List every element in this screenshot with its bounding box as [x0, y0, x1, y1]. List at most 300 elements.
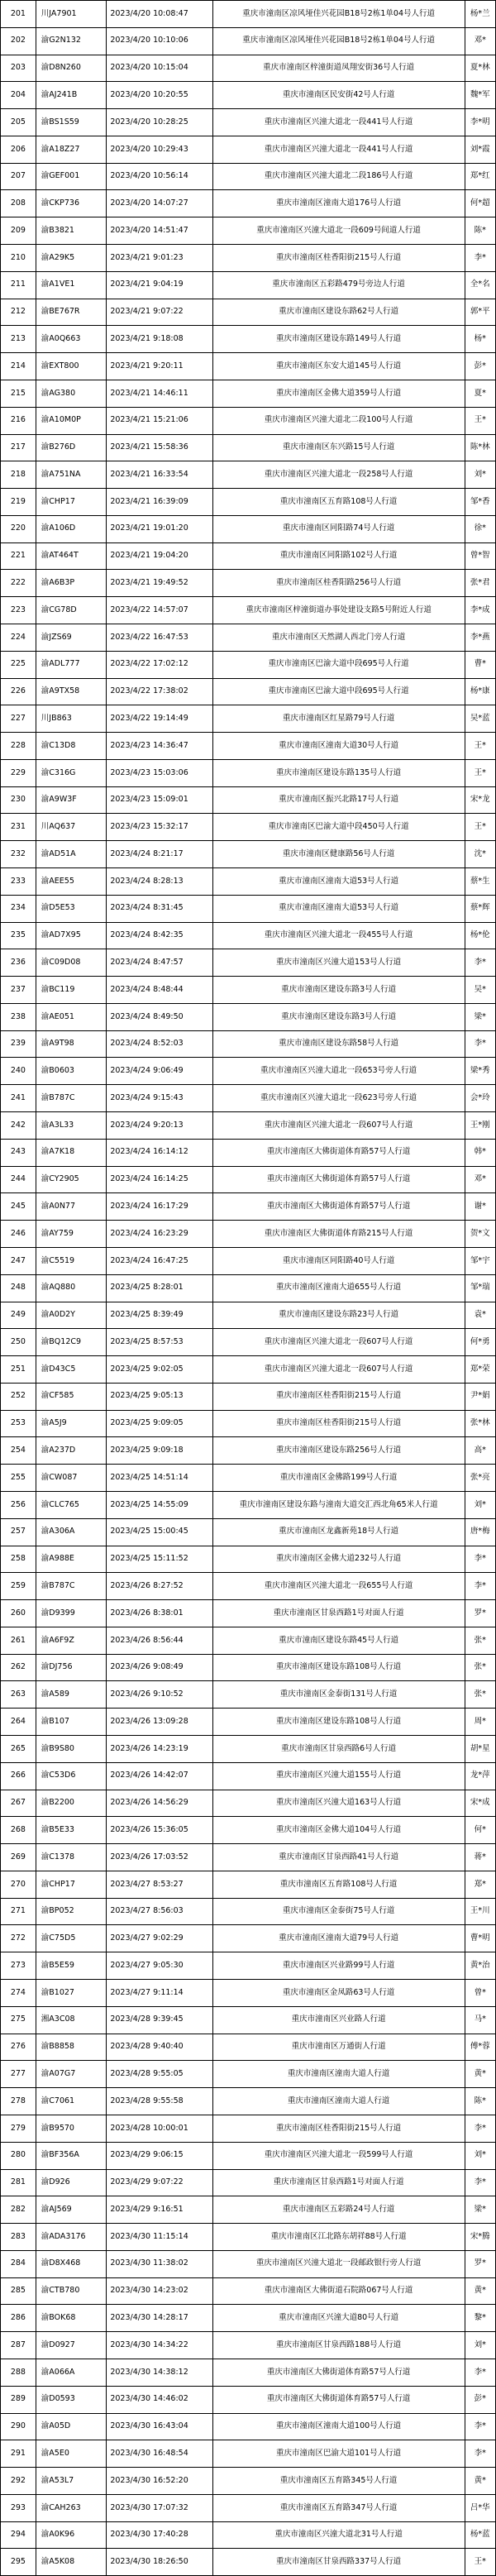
violation-location: 重庆市潼南区建设东路256号人行道 — [212, 1437, 465, 1465]
table-row — [1, 380, 496, 407]
owner-name: 刘* — [465, 2142, 495, 2169]
violation-time: 2023/4/30 14:23:02 — [107, 2277, 212, 2305]
table-row — [1, 651, 496, 678]
row-number: 206 — [1, 136, 36, 163]
owner-name: 张*林 — [465, 1410, 495, 1437]
license-plate: 渝A0Q663 — [36, 326, 107, 353]
violation-location: 重庆市潼南区建设东路3号人行道 — [212, 977, 465, 1004]
row-number: 216 — [1, 407, 36, 434]
owner-name: 胡*星 — [465, 1736, 495, 1763]
violation-time: 2023/4/21 15:21:06 — [107, 407, 212, 434]
violation-time: 2023/4/24 8:28:13 — [107, 868, 212, 896]
violation-time: 2023/4/26 17:03:52 — [107, 1844, 212, 1871]
table-row — [1, 1356, 496, 1384]
violation-time: 2023/4/29 9:16:51 — [107, 2196, 212, 2224]
license-plate: 渝A6F9Z — [36, 1627, 107, 1654]
row-number: 260 — [1, 1600, 36, 1627]
license-plate: 渝G2N132 — [36, 27, 107, 55]
row-number: 285 — [1, 2277, 36, 2305]
table-row — [1, 2196, 496, 2224]
row-number: 254 — [1, 1437, 36, 1465]
violation-location: 重庆市潼南区梓潼街道凤翔安街36号人行道 — [212, 55, 465, 82]
violation-time: 2023/4/21 9:07:22 — [107, 299, 212, 326]
table-row — [1, 2440, 496, 2468]
table-row — [1, 407, 496, 434]
row-number: 205 — [1, 109, 36, 136]
license-plate: 川JA7901 — [36, 1, 107, 28]
table-row — [1, 949, 496, 977]
owner-name: 邹*瑞 — [465, 1274, 495, 1302]
violation-location: 重庆市潼南区建设东路135号人行道 — [212, 759, 465, 786]
table-row — [1, 2494, 496, 2521]
license-plate: 渝C09D08 — [36, 949, 107, 977]
violation-location: 重庆市潼南区五育路347号人行道 — [212, 2494, 465, 2521]
violation-location: 重庆市潼南区梓潼街道办事处建设支路5号附近人行道 — [212, 597, 465, 624]
license-plate: 渝A589 — [36, 1681, 107, 1709]
owner-name: 李* — [465, 2440, 495, 2468]
license-plate: 渝C7061 — [36, 2088, 107, 2115]
owner-name: 曹* — [465, 651, 495, 678]
row-number: 263 — [1, 1681, 36, 1709]
table-row — [1, 922, 496, 949]
violation-time: 2023/4/24 9:15:43 — [107, 1085, 212, 1112]
table-row — [1, 1736, 496, 1763]
row-number: 286 — [1, 2305, 36, 2332]
table-row — [1, 733, 496, 760]
violation-time: 2023/4/27 9:11:14 — [107, 1980, 212, 2007]
license-plate: 渝A5J9 — [36, 1410, 107, 1437]
violation-location: 重庆市潼南区兴潼大道北一段邮政银行旁人行道 — [212, 2250, 465, 2277]
violation-location: 重庆市潼南区天然湖人西北门旁人行道 — [212, 624, 465, 651]
row-number: 287 — [1, 2332, 36, 2359]
license-plate: 渝A9TX58 — [36, 678, 107, 705]
table-row — [1, 841, 496, 868]
table-row — [1, 299, 496, 326]
table-row — [1, 1654, 496, 1681]
violation-time: 2023/4/26 9:10:52 — [107, 1681, 212, 1709]
table-row — [1, 461, 496, 489]
license-plate: 渝EXT800 — [36, 353, 107, 380]
violation-location: 重庆市潼南区兴潼大道北一段441号人行道 — [212, 136, 465, 163]
row-number: 268 — [1, 1817, 36, 1844]
owner-name: 李*成 — [465, 597, 495, 624]
violation-time: 2023/4/24 9:06:49 — [107, 1058, 212, 1085]
row-number: 279 — [1, 2115, 36, 2142]
license-plate: 渝A237D — [36, 1437, 107, 1465]
row-number: 229 — [1, 759, 36, 786]
violation-time: 2023/4/20 10:20:55 — [107, 82, 212, 109]
table-row — [1, 1790, 496, 1817]
violation-time: 2023/4/24 8:42:35 — [107, 922, 212, 949]
violation-location: 重庆市潼南区金泰街131号人行道 — [212, 1681, 465, 1709]
row-number: 281 — [1, 2169, 36, 2196]
violation-location: 重庆市潼南区五彩路24号人行道 — [212, 2196, 465, 2224]
owner-name: 黄* — [465, 2277, 495, 2305]
violation-location: 重庆市潼南区五育路108号人行道 — [212, 1871, 465, 1898]
violation-location: 重庆市潼南区桂香阳路256号人行道 — [212, 570, 465, 597]
owner-name: 李* — [465, 2359, 495, 2386]
table-row — [1, 2277, 496, 2305]
license-plate: 渝B8858 — [36, 2034, 107, 2061]
violation-time: 2023/4/24 16:14:25 — [107, 1166, 212, 1193]
table-row — [1, 326, 496, 353]
violation-location: 重庆市潼南区潼南大道人行道 — [212, 2061, 465, 2088]
violation-time: 2023/4/23 14:36:47 — [107, 733, 212, 760]
violation-time: 2023/4/26 9:08:49 — [107, 1654, 212, 1681]
license-plate: 渝B787C — [36, 1573, 107, 1600]
row-number: 277 — [1, 2061, 36, 2088]
row-number: 288 — [1, 2359, 36, 2386]
table-row — [1, 1980, 496, 2007]
row-number: 266 — [1, 1762, 36, 1790]
owner-name: 韩* — [465, 1139, 495, 1166]
license-plate: 渝B5E59 — [36, 1952, 107, 1980]
violation-location: 重庆市潼南区金佛大道104号人行道 — [212, 1817, 465, 1844]
license-plate: 渝A306A — [36, 1518, 107, 1546]
license-plate: 渝D926 — [36, 2169, 107, 2196]
violation-location: 重庆市潼南区兴潼大道北一段655号人行道 — [212, 1573, 465, 1600]
violation-time: 2023/4/24 8:47:57 — [107, 949, 212, 977]
owner-name: 王*刚 — [465, 1112, 495, 1140]
violation-time: 2023/4/20 10:29:43 — [107, 136, 212, 163]
license-plate: 渝A0K96 — [36, 2521, 107, 2549]
table-row — [1, 1817, 496, 1844]
violation-time: 2023/4/28 9:40:40 — [107, 2034, 212, 2061]
violation-location: 重庆市潼南区兴潼大道北一段607号人行道 — [212, 1356, 465, 1384]
violation-location: 重庆市潼南区金凤路63号人行道 — [212, 1980, 465, 2007]
license-plate: 渝AD7X95 — [36, 922, 107, 949]
violation-time: 2023/4/26 14:23:19 — [107, 1736, 212, 1763]
license-plate: 渝D5E53 — [36, 895, 107, 922]
table-row — [1, 353, 496, 380]
owner-name: 刘* — [465, 2332, 495, 2359]
owner-name: 会*玲 — [465, 1085, 495, 1112]
row-number: 295 — [1, 2549, 36, 2576]
row-number: 246 — [1, 1221, 36, 1248]
violation-time: 2023/4/25 9:02:05 — [107, 1356, 212, 1384]
owner-name: 李* — [465, 245, 495, 272]
table-row — [1, 2386, 496, 2413]
violation-time: 2023/4/21 19:49:52 — [107, 570, 212, 597]
owner-name: 李* — [465, 2413, 495, 2440]
license-plate: 渝GEF001 — [36, 163, 107, 190]
owner-name: 杨*兰 — [465, 1, 495, 28]
violation-location: 重庆市潼南区甘泉西路41号人行道 — [212, 1844, 465, 1871]
violation-time: 2023/4/24 16:17:29 — [107, 1193, 212, 1221]
violation-time: 2023/4/28 9:55:05 — [107, 2061, 212, 2088]
table-row — [1, 2142, 496, 2169]
row-number: 218 — [1, 461, 36, 489]
row-number: 214 — [1, 353, 36, 380]
owner-name: 尹*娟 — [465, 1383, 495, 1410]
violation-location: 重庆市潼南区潼南大道人行道 — [212, 2088, 465, 2115]
violation-time: 2023/4/25 14:55:09 — [107, 1491, 212, 1518]
license-plate: 渝B3821 — [36, 217, 107, 245]
license-plate: 渝C53D6 — [36, 1762, 107, 1790]
owner-name: 王* — [465, 759, 495, 786]
license-plate: 渝AD51A — [36, 841, 107, 868]
table-row — [1, 1193, 496, 1221]
license-plate: 渝A988E — [36, 1546, 107, 1573]
violation-time: 2023/4/23 15:09:01 — [107, 786, 212, 814]
table-row — [1, 2224, 496, 2251]
row-number: 226 — [1, 678, 36, 705]
owner-name: 陈* — [465, 217, 495, 245]
table-row — [1, 1274, 496, 1302]
violation-time: 2023/4/21 16:39:09 — [107, 489, 212, 516]
row-number: 215 — [1, 380, 36, 407]
license-plate: 渝B9570 — [36, 2115, 107, 2142]
owner-name: 李*明 — [465, 109, 495, 136]
license-plate: 渝CHP17 — [36, 1871, 107, 1898]
table-row — [1, 570, 496, 597]
license-plate: 渝AJ569 — [36, 2196, 107, 2224]
license-plate: 渝AY759 — [36, 1221, 107, 1248]
license-plate: 渝B2200 — [36, 1790, 107, 1817]
row-number: 278 — [1, 2088, 36, 2115]
violation-location: 重庆市潼南区五育路345号人行道 — [212, 2468, 465, 2495]
license-plate: 渝B0603 — [36, 1058, 107, 1085]
violation-time: 2023/4/27 8:56:03 — [107, 1898, 212, 1925]
violation-location: 重庆市潼南区潼南大道176号人行道 — [212, 190, 465, 217]
owner-name: 邹*香 — [465, 489, 495, 516]
table-row — [1, 1410, 496, 1437]
row-number: 291 — [1, 2440, 36, 2468]
row-number: 217 — [1, 434, 36, 461]
owner-name: 刘* — [465, 1491, 495, 1518]
license-plate: 渝C75D5 — [36, 1925, 107, 1952]
violation-time: 2023/4/20 10:56:14 — [107, 163, 212, 190]
owner-name: 黎* — [465, 2305, 495, 2332]
violation-time: 2023/4/21 16:33:54 — [107, 461, 212, 489]
table-row — [1, 2549, 496, 2576]
violation-location: 重庆市潼南区大佛街道体育路57号人行道 — [212, 1166, 465, 1193]
owner-name: 吴*蓝 — [465, 705, 495, 733]
owner-name: 王* — [465, 2549, 495, 2576]
row-number: 255 — [1, 1465, 36, 1492]
violation-time: 2023/4/21 14:46:11 — [107, 380, 212, 407]
row-number: 290 — [1, 2413, 36, 2440]
violation-time: 2023/4/26 8:27:52 — [107, 1573, 212, 1600]
violation-location: 重庆市潼南区建设东路与潼南大道交汇西北角65米人行道 — [212, 1491, 465, 1518]
violation-location: 重庆市潼南区龙鑫新苑18号人行道 — [212, 1518, 465, 1546]
table-row — [1, 515, 496, 542]
violation-time: 2023/4/21 15:58:36 — [107, 434, 212, 461]
violation-time: 2023/4/25 8:57:53 — [107, 1329, 212, 1356]
owner-name: 吴* — [465, 977, 495, 1004]
violation-location: 重庆市潼南区巴渝大道中段450号人行道 — [212, 814, 465, 841]
violation-time: 2023/4/22 17:02:12 — [107, 651, 212, 678]
table-row — [1, 895, 496, 922]
table-row — [1, 814, 496, 841]
license-plate: 渝A10M0P — [36, 407, 107, 434]
violation-location: 重庆市潼南区甘泉西路337号人行道 — [212, 2549, 465, 2576]
table-row — [1, 2305, 496, 2332]
table-row — [1, 1139, 496, 1166]
violation-time: 2023/4/26 13:09:28 — [107, 1709, 212, 1736]
owner-name: 邓* — [465, 27, 495, 55]
license-plate: 渝B276D — [36, 434, 107, 461]
license-plate: 渝BE767R — [36, 299, 107, 326]
violation-time: 2023/4/22 19:14:49 — [107, 705, 212, 733]
owner-name: 刘* — [465, 461, 495, 489]
violation-location: 重庆市潼南区甘泉西路6号人行道 — [212, 1736, 465, 1763]
owner-name: 郑* — [465, 1871, 495, 1898]
violation-time: 2023/4/25 8:28:01 — [107, 1274, 212, 1302]
row-number: 284 — [1, 2250, 36, 2277]
owner-name: 沈* — [465, 841, 495, 868]
violation-time: 2023/4/25 9:09:05 — [107, 1410, 212, 1437]
license-plate: 渝C13D8 — [36, 733, 107, 760]
license-plate: 渝ADA3176 — [36, 2224, 107, 2251]
violation-location: 重庆市潼南区大佛街道体育路57号人行道 — [212, 2359, 465, 2386]
row-number: 283 — [1, 2224, 36, 2251]
violation-time: 2023/4/30 14:46:02 — [107, 2386, 212, 2413]
owner-name: 夏*林 — [465, 55, 495, 82]
table-row — [1, 2359, 496, 2386]
violation-location: 重庆市潼南区桂香阳街215号人行道 — [212, 245, 465, 272]
owner-name: 王* — [465, 407, 495, 434]
violation-location: 重庆市潼南区大佛街道体育路57号人行道 — [212, 1139, 465, 1166]
violation-location: 重庆市潼南区兴潼大道北一段607号人行道 — [212, 1329, 465, 1356]
owner-name: 徐* — [465, 515, 495, 542]
owner-name: 宋*成 — [465, 1790, 495, 1817]
license-plate: 渝A0N77 — [36, 1193, 107, 1221]
violation-time: 2023/4/24 8:21:17 — [107, 841, 212, 868]
owner-name: 杨*康 — [465, 678, 495, 705]
license-plate: 渝A0D2Y — [36, 1302, 107, 1329]
row-number: 248 — [1, 1274, 36, 1302]
license-plate: 渝A18Z27 — [36, 136, 107, 163]
row-number: 233 — [1, 868, 36, 896]
row-number: 212 — [1, 299, 36, 326]
owner-name: 李* — [465, 1030, 495, 1058]
violation-time: 2023/4/30 16:52:20 — [107, 2468, 212, 2495]
license-plate: 渝B5E33 — [36, 1817, 107, 1844]
table-row — [1, 1762, 496, 1790]
violation-time: 2023/4/30 11:15:14 — [107, 2224, 212, 2251]
table-row — [1, 2250, 496, 2277]
violation-time: 2023/4/25 14:51:14 — [107, 1465, 212, 1492]
table-row — [1, 1247, 496, 1274]
row-number: 210 — [1, 245, 36, 272]
owner-name: 宋*腾 — [465, 2224, 495, 2251]
violation-location: 重庆市潼南区潼南大道655号人行道 — [212, 1274, 465, 1302]
table-row — [1, 1383, 496, 1410]
table-row — [1, 678, 496, 705]
license-plate: 渝B787C — [36, 1085, 107, 1112]
license-plate: 渝A5E0 — [36, 2440, 107, 2468]
owner-name: 李* — [465, 949, 495, 977]
owner-name: 周* — [465, 1709, 495, 1736]
license-plate: 川AQ637 — [36, 814, 107, 841]
license-plate: 渝D9399 — [36, 1600, 107, 1627]
table-row — [1, 245, 496, 272]
row-number: 289 — [1, 2386, 36, 2413]
violation-location: 重庆市潼南区兴潼大道北31号人行道 — [212, 2521, 465, 2549]
violation-time: 2023/4/26 8:56:44 — [107, 1627, 212, 1654]
license-plate: 渝A53L7 — [36, 2468, 107, 2495]
owner-name: 魏*军 — [465, 82, 495, 109]
owner-name: 梁* — [465, 2196, 495, 2224]
table-row — [1, 624, 496, 651]
violation-time: 2023/4/24 9:20:13 — [107, 1112, 212, 1140]
owner-name: 何*勇 — [465, 1329, 495, 1356]
violation-time: 2023/4/30 16:48:54 — [107, 2440, 212, 2468]
table-row — [1, 597, 496, 624]
violation-time: 2023/4/21 9:04:19 — [107, 271, 212, 299]
table-row — [1, 786, 496, 814]
violation-time: 2023/4/21 19:04:20 — [107, 542, 212, 570]
table-row — [1, 1221, 496, 1248]
table-row — [1, 1465, 496, 1492]
license-plate: 湘A3C08 — [36, 2006, 107, 2034]
owner-name: 刘*霞 — [465, 136, 495, 163]
violation-time: 2023/4/20 10:10:06 — [107, 27, 212, 55]
table-row — [1, 136, 496, 163]
license-plate: 渝C1378 — [36, 1844, 107, 1871]
license-plate: 渝AT464T — [36, 542, 107, 570]
violation-location: 重庆市潼南区金泰街75号人行道 — [212, 1898, 465, 1925]
row-number: 252 — [1, 1383, 36, 1410]
violation-time: 2023/4/30 14:34:22 — [107, 2332, 212, 2359]
violation-location: 重庆市潼南区潼南大道30号人行道 — [212, 733, 465, 760]
license-plate: 渝D8X468 — [36, 2250, 107, 2277]
violation-time: 2023/4/27 9:02:29 — [107, 1925, 212, 1952]
violation-location: 重庆市潼南区兴潼大道153号人行道 — [212, 949, 465, 977]
table-row — [1, 2169, 496, 2196]
violation-location: 重庆市潼南区建设东路108号人行道 — [212, 1654, 465, 1681]
owner-name: 龙*萍 — [465, 1762, 495, 1790]
violation-location: 重庆市潼南区兴潼大道北一段607号人行道 — [212, 1112, 465, 1140]
table-row — [1, 2061, 496, 2088]
row-number: 228 — [1, 733, 36, 760]
violation-location: 重庆市潼南区兴潼大道北一段623号旁人行道 — [212, 1085, 465, 1112]
violation-time: 2023/4/30 17:40:28 — [107, 2521, 212, 2549]
table-row — [1, 1681, 496, 1709]
violation-time: 2023/4/30 14:38:12 — [107, 2359, 212, 2386]
owner-name: 谢* — [465, 1193, 495, 1221]
row-number: 243 — [1, 1139, 36, 1166]
row-number: 258 — [1, 1546, 36, 1573]
owner-name: 黄* — [465, 2061, 495, 2088]
violation-location: 重庆市潼南区潼南大道100号人行道 — [212, 2413, 465, 2440]
owner-name: 曾* — [465, 1980, 495, 2007]
row-number: 249 — [1, 1302, 36, 1329]
row-number: 241 — [1, 1085, 36, 1112]
owner-name: 宋*龙 — [465, 786, 495, 814]
license-plate: 渝A9W3F — [36, 786, 107, 814]
license-plate: 渝BP052 — [36, 1898, 107, 1925]
violation-time: 2023/4/24 8:31:45 — [107, 895, 212, 922]
row-number: 256 — [1, 1491, 36, 1518]
table-row — [1, 1709, 496, 1736]
row-number: 244 — [1, 1166, 36, 1193]
owner-name: 郑*红 — [465, 163, 495, 190]
row-number: 221 — [1, 542, 36, 570]
violation-time: 2023/4/26 14:42:07 — [107, 1762, 212, 1790]
owner-name: 黄* — [465, 2468, 495, 2495]
violation-location: 重庆市潼南区兴潼大道北一段609号间道人行道 — [212, 217, 465, 245]
license-plate: 渝CKP736 — [36, 190, 107, 217]
row-number: 267 — [1, 1790, 36, 1817]
table-row — [1, 1329, 496, 1356]
owner-name: 傅*蓉 — [465, 2034, 495, 2061]
table-row — [1, 1573, 496, 1600]
row-number: 251 — [1, 1356, 36, 1384]
owner-name: 杨*伦 — [465, 922, 495, 949]
license-plate: 渝BC119 — [36, 977, 107, 1004]
